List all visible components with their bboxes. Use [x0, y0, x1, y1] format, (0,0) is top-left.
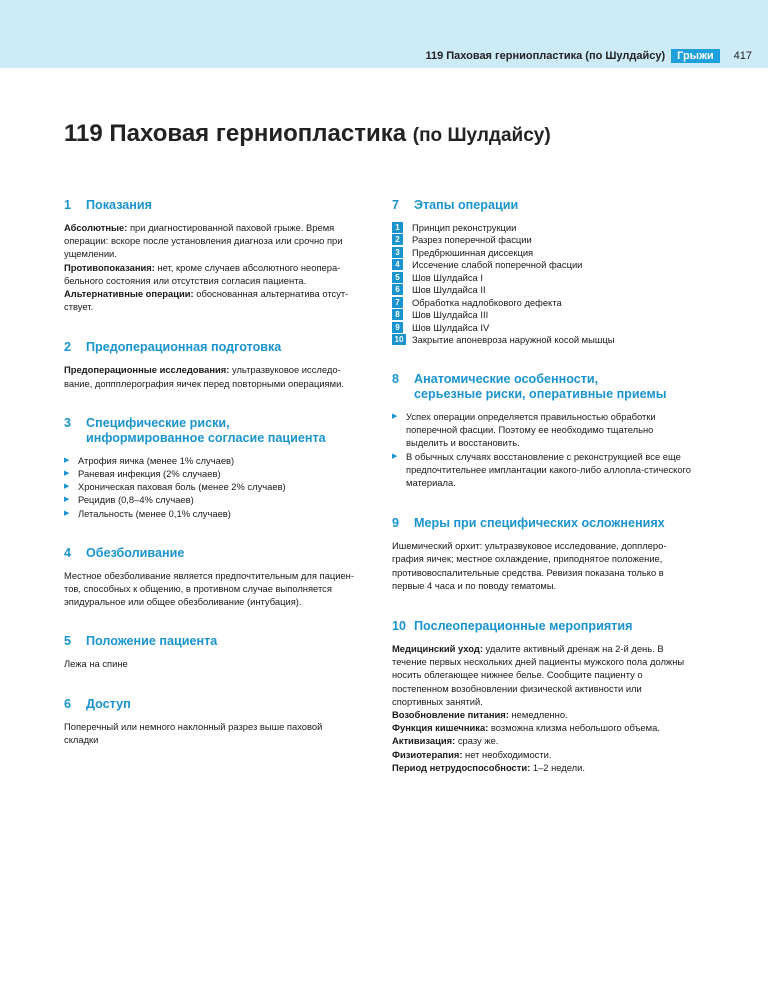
- list-item: ▶ Раневая инфекция (2% случаев): [64, 467, 356, 480]
- risks-list: [64, 454, 356, 520]
- list-item: ▶ Атрофия яичка (менее 1% случаев): [64, 454, 356, 467]
- list-item: ▶ В обычных случаях восстановление с реконструкцией все еще предпочтительнее имплантации какого-либо аллопла-стического материала.: [392, 450, 692, 490]
- section-heading: 1 Показания: [64, 198, 153, 212]
- section-anatomy: [392, 372, 692, 489]
- steps-list: [392, 221, 692, 346]
- right-column: [392, 198, 692, 774]
- postop-activation: Активизация: сразу же.: [392, 735, 499, 747]
- list-item: ▶ Летальность (менее 0,1% случаев): [64, 507, 356, 520]
- section-postop: [392, 619, 692, 774]
- postop-physio: Физиотерапия: нет необходимости.: [392, 748, 552, 760]
- postop-food: Возобновление питания: немедленно.: [392, 709, 568, 721]
- left-column: [64, 198, 356, 746]
- indications-contra: Противопоказания: нет, кроме случаев абсолютного неопера-бельного состояния или отсутствия согласия пациента.: [64, 261, 341, 286]
- section-risks: [64, 416, 356, 520]
- section-heading: 6 Доступ: [64, 696, 131, 711]
- list-item: ▶ Рецидив (0,8–4% случаев): [64, 493, 356, 506]
- page-title: [64, 120, 551, 148]
- section-indications: [64, 198, 356, 313]
- step-item[interactable]: 3 Предбрюшинная диссекция: [392, 246, 692, 259]
- position-text: Лежа на спине: [64, 658, 128, 670]
- title-main: 119 Паховая герниопластика: [64, 120, 407, 147]
- step-item[interactable]: 1 Принцип реконструкции: [392, 221, 692, 234]
- anesthesia-text: Местное обезболивание является предпочтительным для пациен-тов, способных к общению, в противном случае выполняется эпидуральное или общее обезболивание (интубация).: [64, 569, 354, 608]
- step-item[interactable]: 2 Разрез поперечной фасции: [392, 234, 692, 247]
- section-anesthesia: [64, 546, 356, 609]
- category-tag[interactable]: Грыжи: [671, 49, 720, 63]
- step-item[interactable]: 7 Обработка надлобкового дефекта: [392, 296, 692, 309]
- step-item[interactable]: 9 Шов Шулдайса IV: [392, 321, 692, 334]
- step-item[interactable]: 6 Шов Шулдайса II: [392, 284, 692, 297]
- step-item[interactable]: 8 Шов Шулдайса III: [392, 309, 692, 322]
- postop-bowel: Функция кишечника: возможна клизма небольшого объема.: [392, 722, 660, 734]
- section-heading: 7 Этапы операции: [392, 198, 519, 212]
- section-heading: 3 Специфические риски, информированное согласие пациента: [64, 415, 326, 445]
- step-item[interactable]: 4 Иссечение слабой поперечной фасции: [392, 259, 692, 272]
- section-access: [64, 697, 356, 746]
- section-position: [64, 634, 356, 670]
- indications-alternative: Альтернативные операции: обоснованная альтернатива отсут-ствует.: [64, 288, 349, 313]
- section-heading: 5 Положение пациента: [64, 634, 218, 649]
- postop-disability: Период нетрудоспособности: 1–2 недели.: [392, 761, 585, 773]
- section-preop: [64, 340, 356, 389]
- list-item: ▶ Успех операции определяется правильностью обработки поперечной фасции. Поэтому ее необходимо тщательно выделить и восстановить.: [392, 410, 692, 450]
- section-heading: 2 Предоперационная подготовка: [64, 340, 282, 355]
- postop-care: Медицинский уход: удалите активный дренаж на 2-й день. В течение первых нескольких дней пациенты мужского пола должны носить облегающее нижнее белье. Сообщите пациенту о постепенном возобновлении физической активности или спортивных занятий.: [392, 643, 685, 707]
- section-heading: 8 Анатомические особенности, серьезные риски, оперативные приемы: [392, 372, 667, 401]
- indications-absolute: Абсолютные: при диагностированной паховой грыже. Время операции: вскоре после установления диагноза или срочно при ущемлении.: [64, 222, 343, 260]
- list-item: ▶ Хроническая паховая боль (менее 2% случаев): [64, 480, 356, 493]
- section-complications: [392, 516, 692, 592]
- page-number: 417: [733, 50, 752, 62]
- title-sub: (по Шулдайсу): [412, 125, 551, 146]
- section-steps: [392, 198, 692, 346]
- running-title: 119 Паховая герниопластика (по Шулдайсу): [425, 50, 666, 62]
- section-heading: 9 Меры при специфических осложнениях: [392, 516, 665, 531]
- access-text: Поперечный или немного наклонный разрез выше паховой складки: [64, 720, 323, 745]
- step-item[interactable]: 5 Шов Шулдайса I: [392, 271, 692, 284]
- anatomy-list: [392, 410, 692, 489]
- section-heading: 4 Обезболивание: [64, 545, 185, 560]
- step-item[interactable]: 10 Закрытие апоневроза наружной косой мышцы: [392, 334, 692, 347]
- section-heading: 10 Послеоперационные мероприятия: [392, 619, 633, 634]
- complications-text: Ишемический орхит: ультразвуковое исследование, допплеро-графия яичек; местное охлаждение, приподнятое положение, противовоспалительные средства. Ревизия показана только в первые 4 часа и по поводу гематомы.: [392, 540, 667, 591]
- preop-text: Предоперационные исследования: ультразвуковое исследо-вание, доппплерография яичек перед повторными операциями.: [64, 364, 344, 389]
- running-header: [425, 49, 752, 63]
